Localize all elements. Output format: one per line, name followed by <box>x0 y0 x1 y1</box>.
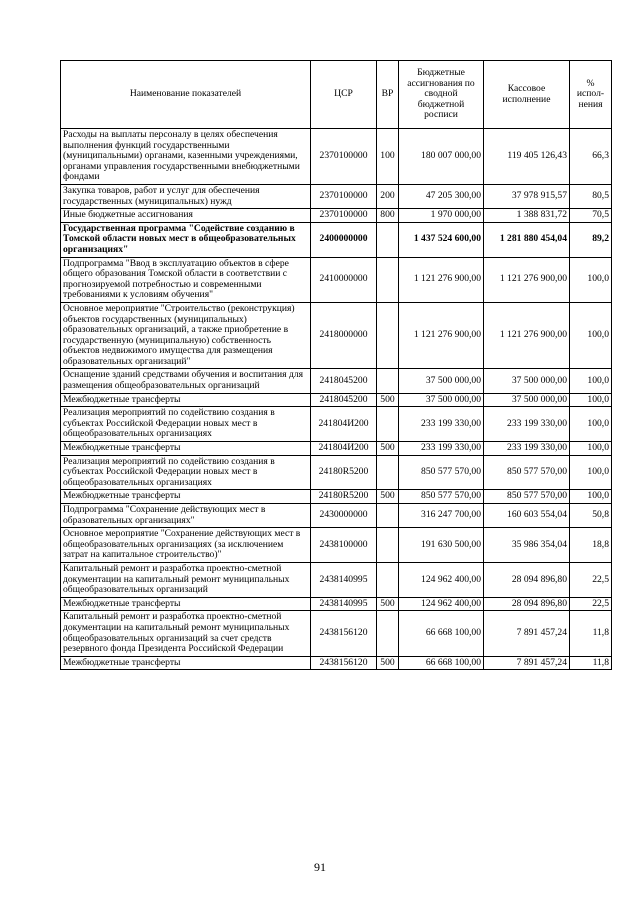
table-row <box>61 611 612 656</box>
table-row <box>61 656 612 670</box>
header-csr: ЦСР <box>311 61 377 129</box>
cell-name: Реализация мероприятий по содействию создания в субъектах Российской Федерации новых мест в общеобразовательных организациях <box>61 407 311 442</box>
cell-pct: 100,0 <box>570 407 612 442</box>
table-header-row <box>61 61 612 129</box>
cell-cash: 850 577 570,00 <box>484 455 570 490</box>
cell-pct: 22,5 <box>570 597 612 611</box>
cell-pct: 70,5 <box>570 209 612 223</box>
cell-csr: 2400000000 <box>311 222 377 257</box>
table-row <box>61 393 612 407</box>
cell-budget: 37 500 000,00 <box>399 393 484 407</box>
cell-budget: 180 007 000,00 <box>399 129 484 185</box>
cell-pct: 11,8 <box>570 656 612 670</box>
cell-csr: 2438100000 <box>311 528 377 563</box>
cell-csr: 241804И200 <box>311 407 377 442</box>
cell-pct: 50,8 <box>570 504 612 528</box>
cell-budget: 850 577 570,00 <box>399 455 484 490</box>
budget-table-container <box>60 60 611 670</box>
cell-vr: 100 <box>377 129 399 185</box>
cell-pct: 100,0 <box>570 369 612 393</box>
cell-cash: 28 094 896,80 <box>484 562 570 597</box>
cell-name: Капитальный ремонт и разработка проектно-сметной документации на капитальный ремонт муниципальных общеобразовательных организаций за счет средств резервного фонда Президента Российской Федерации <box>61 611 311 656</box>
cell-csr: 2418045200 <box>311 393 377 407</box>
cell-csr: 2438140995 <box>311 597 377 611</box>
cell-vr: 500 <box>377 656 399 670</box>
cell-csr: 24180R5200 <box>311 455 377 490</box>
cell-cash: 1 281 880 454,04 <box>484 222 570 257</box>
cell-budget: 66 668 100,00 <box>399 656 484 670</box>
cell-vr: 500 <box>377 490 399 504</box>
table-row <box>61 222 612 257</box>
cell-budget: 37 500 000,00 <box>399 369 484 393</box>
cell-vr <box>377 504 399 528</box>
table-row <box>61 209 612 223</box>
cell-vr <box>377 302 399 369</box>
header-pct: % испол-нения <box>570 61 612 129</box>
header-cash: Кассовое исполнение <box>484 61 570 129</box>
cell-csr: 2430000000 <box>311 504 377 528</box>
cell-name: Реализация мероприятий по содействию создания в субъектах Российской Федерации новых мест в общеобразовательных организациях <box>61 455 311 490</box>
cell-vr <box>377 528 399 563</box>
cell-pct: 100,0 <box>570 257 612 302</box>
cell-pct: 80,5 <box>570 184 612 208</box>
cell-vr: 200 <box>377 184 399 208</box>
cell-vr: 500 <box>377 393 399 407</box>
cell-budget: 1 121 276 900,00 <box>399 302 484 369</box>
cell-vr <box>377 369 399 393</box>
cell-csr: 2438140995 <box>311 562 377 597</box>
cell-cash: 1 121 276 900,00 <box>484 302 570 369</box>
cell-csr: 2418045200 <box>311 369 377 393</box>
cell-vr <box>377 562 399 597</box>
cell-csr: 2370100000 <box>311 209 377 223</box>
cell-budget: 1 437 524 600,00 <box>399 222 484 257</box>
cell-cash: 35 986 354,04 <box>484 528 570 563</box>
cell-cash: 160 603 554,04 <box>484 504 570 528</box>
cell-vr <box>377 407 399 442</box>
cell-csr: 2418000000 <box>311 302 377 369</box>
table-row <box>61 597 612 611</box>
cell-pct: 18,8 <box>570 528 612 563</box>
table-row <box>61 504 612 528</box>
table-row <box>61 184 612 208</box>
table-row <box>61 442 612 456</box>
cell-vr <box>377 257 399 302</box>
cell-name: Подпрограмма "Сохранение действующих мест в образовательных организациях" <box>61 504 311 528</box>
cell-vr <box>377 611 399 656</box>
cell-budget: 233 199 330,00 <box>399 442 484 456</box>
cell-pct: 66,3 <box>570 129 612 185</box>
cell-budget: 66 668 100,00 <box>399 611 484 656</box>
header-budget: Бюджетные ассигнования по сводной бюджетной росписи <box>399 61 484 129</box>
table-body <box>61 129 612 670</box>
cell-cash: 37 978 915,57 <box>484 184 570 208</box>
cell-csr: 2370100000 <box>311 129 377 185</box>
page-number: 91 <box>314 860 326 874</box>
cell-cash: 28 094 896,80 <box>484 597 570 611</box>
cell-name: Межбюджетные трансферты <box>61 490 311 504</box>
cell-budget: 191 630 500,00 <box>399 528 484 563</box>
cell-name: Межбюджетные трансферты <box>61 597 311 611</box>
table-row <box>61 455 612 490</box>
cell-name: Расходы на выплаты персоналу в целях обеспечения выполнения функций государственными (муниципальными) органами, казенными учреждениями, органами управления государственными внебюджетными фондами <box>61 129 311 185</box>
table-row <box>61 562 612 597</box>
cell-name: Основное мероприятие "Сохранение действующих мест в общеобразовательных организациях (за исключением затрат на капитальное строительство)" <box>61 528 311 563</box>
table-row <box>61 407 612 442</box>
cell-budget: 124 962 400,00 <box>399 562 484 597</box>
cell-name: Капитальный ремонт и разработка проектно-сметной документации на капитальный ремонт муниципальных общеобразовательных организаций <box>61 562 311 597</box>
header-vr: ВР <box>377 61 399 129</box>
cell-vr: 500 <box>377 597 399 611</box>
cell-name: Закупка товаров, работ и услуг для обеспечения государственных (муниципальных) нужд <box>61 184 311 208</box>
table-row <box>61 528 612 563</box>
cell-budget: 316 247 700,00 <box>399 504 484 528</box>
cell-budget: 850 577 570,00 <box>399 490 484 504</box>
table-row <box>61 490 612 504</box>
cell-cash: 7 891 457,24 <box>484 611 570 656</box>
cell-budget: 47 205 300,00 <box>399 184 484 208</box>
cell-name: Основное мероприятие "Строительство (реконструкция) объектов государственных (муниципальных) образовательных организаций, а также приобретение в государственную (муниципальную) собственность объектов недвижимого имущества для размещения образовательных организаций" <box>61 302 311 369</box>
cell-vr: 500 <box>377 442 399 456</box>
cell-cash: 119 405 126,43 <box>484 129 570 185</box>
cell-cash: 233 199 330,00 <box>484 442 570 456</box>
cell-csr: 24180R5200 <box>311 490 377 504</box>
cell-pct: 11,8 <box>570 611 612 656</box>
table-row <box>61 302 612 369</box>
cell-csr: 2438156120 <box>311 656 377 670</box>
cell-csr: 2370100000 <box>311 184 377 208</box>
table-row <box>61 257 612 302</box>
cell-csr: 2438156120 <box>311 611 377 656</box>
cell-name: Межбюджетные трансферты <box>61 656 311 670</box>
cell-name: Подпрограмма "Ввод в эксплуатацию объектов в сфере общего образования Томской области в соответствии с прогнозируемой потребностью и современными требованиями к условиям обучения" <box>61 257 311 302</box>
cell-name: Иные бюджетные ассигнования <box>61 209 311 223</box>
table-row <box>61 129 612 185</box>
cell-csr: 2410000000 <box>311 257 377 302</box>
table-row <box>61 369 612 393</box>
cell-cash: 37 500 000,00 <box>484 369 570 393</box>
cell-pct: 100,0 <box>570 442 612 456</box>
cell-cash: 37 500 000,00 <box>484 393 570 407</box>
cell-cash: 233 199 330,00 <box>484 407 570 442</box>
cell-budget: 233 199 330,00 <box>399 407 484 442</box>
cell-budget: 1 970 000,00 <box>399 209 484 223</box>
cell-pct: 100,0 <box>570 393 612 407</box>
cell-cash: 7 891 457,24 <box>484 656 570 670</box>
cell-name: Межбюджетные трансферты <box>61 393 311 407</box>
cell-csr: 241804И200 <box>311 442 377 456</box>
cell-name: Оснащение зданий средствами обучения и воспитания для размещения общеобразовательных организаций <box>61 369 311 393</box>
cell-pct: 89,2 <box>570 222 612 257</box>
cell-budget: 124 962 400,00 <box>399 597 484 611</box>
cell-vr <box>377 222 399 257</box>
cell-name: Межбюджетные трансферты <box>61 442 311 456</box>
cell-cash: 1 388 831,72 <box>484 209 570 223</box>
cell-pct: 100,0 <box>570 302 612 369</box>
cell-pct: 100,0 <box>570 455 612 490</box>
budget-execution-table <box>60 60 612 670</box>
cell-cash: 1 121 276 900,00 <box>484 257 570 302</box>
cell-vr <box>377 455 399 490</box>
cell-pct: 22,5 <box>570 562 612 597</box>
cell-name: Государственная программа "Содействие созданию в Томской области новых мест в общеобразовательных организациях" <box>61 222 311 257</box>
cell-budget: 1 121 276 900,00 <box>399 257 484 302</box>
cell-vr: 800 <box>377 209 399 223</box>
header-name: Наименование показателей <box>61 61 311 129</box>
cell-pct: 100,0 <box>570 490 612 504</box>
cell-cash: 850 577 570,00 <box>484 490 570 504</box>
